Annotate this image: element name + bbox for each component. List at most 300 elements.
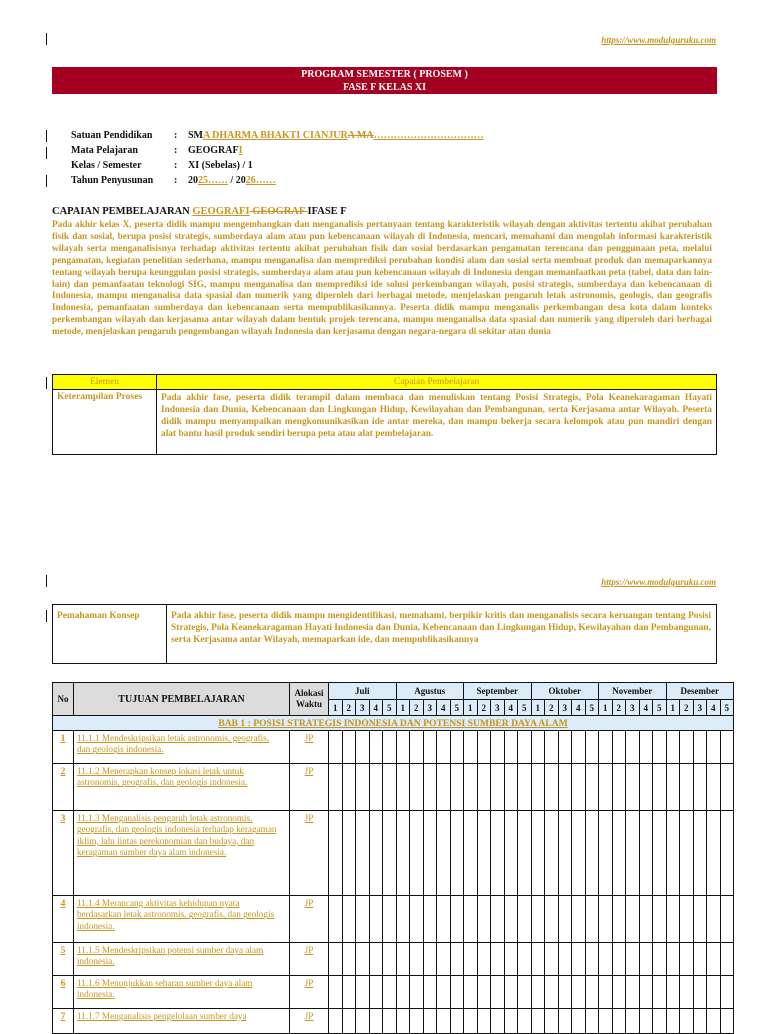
- info-colon: :: [174, 130, 178, 141]
- week-cell[interactable]: [504, 1009, 518, 1034]
- week-cell[interactable]: [707, 811, 721, 896]
- week-cell[interactable]: [693, 943, 707, 976]
- week-cell[interactable]: [437, 764, 451, 811]
- week-cell[interactable]: [518, 731, 532, 764]
- week-number: 5: [518, 700, 532, 716]
- week-number: 5: [450, 700, 464, 716]
- week-cell[interactable]: [531, 1009, 545, 1034]
- week-number: 5: [653, 700, 667, 716]
- week-number: 2: [680, 700, 694, 716]
- week-cell[interactable]: [356, 943, 370, 976]
- week-cell[interactable]: [639, 731, 653, 764]
- week-cell[interactable]: [423, 976, 437, 1009]
- week-cell[interactable]: [585, 811, 599, 896]
- week-number: 4: [437, 700, 451, 716]
- week-cell[interactable]: [720, 811, 734, 896]
- prosem-header-row: [53, 683, 734, 700]
- week-cell[interactable]: [653, 764, 667, 811]
- week-cell[interactable]: [504, 976, 518, 1009]
- week-cell[interactable]: [329, 811, 343, 896]
- week-cell[interactable]: [477, 943, 491, 976]
- week-cell[interactable]: [437, 896, 451, 943]
- week-cell[interactable]: [450, 943, 464, 976]
- week-cell[interactable]: [707, 976, 721, 1009]
- week-cell[interactable]: [599, 1009, 613, 1034]
- table-row: [53, 764, 734, 811]
- week-number: 2: [342, 700, 356, 716]
- week-cell[interactable]: [680, 764, 694, 811]
- week-cell[interactable]: [504, 764, 518, 811]
- week-number: 5: [720, 700, 734, 716]
- week-cell[interactable]: [423, 811, 437, 896]
- week-cell[interactable]: [369, 811, 383, 896]
- week-cell[interactable]: [450, 764, 464, 811]
- week-cell[interactable]: [707, 943, 721, 976]
- table-row: [53, 731, 734, 764]
- week-number: 3: [693, 700, 707, 716]
- week-cell[interactable]: [477, 1009, 491, 1034]
- week-cell[interactable]: [680, 976, 694, 1009]
- week-cell[interactable]: [383, 731, 397, 764]
- week-cell[interactable]: [329, 976, 343, 1009]
- table-row: [53, 811, 734, 896]
- week-cell[interactable]: [599, 896, 613, 943]
- week-cell[interactable]: [396, 943, 410, 976]
- week-cell[interactable]: [626, 731, 640, 764]
- week-cell[interactable]: [518, 976, 532, 1009]
- week-cell[interactable]: [383, 1009, 397, 1034]
- week-cell[interactable]: [639, 943, 653, 976]
- week-cell[interactable]: [612, 976, 626, 1009]
- week-cell[interactable]: [612, 943, 626, 976]
- week-cell[interactable]: [558, 1009, 572, 1034]
- header-url[interactable]: https://www.modulguruku.com: [601, 577, 716, 587]
- week-cell[interactable]: [666, 943, 680, 976]
- week-cell[interactable]: [464, 731, 478, 764]
- row-number: 4: [53, 896, 74, 943]
- week-cell[interactable]: [396, 976, 410, 1009]
- week-cell[interactable]: [585, 976, 599, 1009]
- week-number: 4: [572, 700, 586, 716]
- week-cell[interactable]: [329, 731, 343, 764]
- week-cell[interactable]: [545, 764, 559, 811]
- week-cell[interactable]: [531, 896, 545, 943]
- week-cell[interactable]: [720, 976, 734, 1009]
- week-cell[interactable]: [558, 764, 572, 811]
- week-cell[interactable]: [423, 1009, 437, 1034]
- table-row: [53, 943, 734, 976]
- week-cell[interactable]: [329, 896, 343, 943]
- week-cell[interactable]: [545, 896, 559, 943]
- row-number: 6: [53, 976, 74, 1009]
- week-cell[interactable]: [626, 1009, 640, 1034]
- week-cell[interactable]: [680, 811, 694, 896]
- week-cell[interactable]: [491, 976, 505, 1009]
- week-cell[interactable]: [491, 811, 505, 896]
- week-cell[interactable]: [396, 1009, 410, 1034]
- alokasi-waktu[interactable]: JP: [290, 1009, 329, 1034]
- week-cell[interactable]: [369, 896, 383, 943]
- tujuan-pembelajaran: 11.1.4 Merancang aktivitas kehidupan nyata berdasarkan letak astronomis, geografis, dan geologis indonesia.: [74, 896, 290, 943]
- week-cell[interactable]: [572, 896, 586, 943]
- tujuan-pembelajaran: 11.1.2 Menerapkan konsep lokasi letak untuk astronomis, geografis, dan geologis indonesia.: [74, 764, 290, 811]
- week-cell[interactable]: [369, 976, 383, 1009]
- week-number: 3: [356, 700, 370, 716]
- week-cell[interactable]: [599, 811, 613, 896]
- week-cell[interactable]: [410, 811, 424, 896]
- week-cell[interactable]: [626, 896, 640, 943]
- week-cell[interactable]: [437, 811, 451, 896]
- month-november: November: [599, 683, 667, 700]
- week-cell[interactable]: [653, 1009, 667, 1034]
- week-cell[interactable]: [545, 1009, 559, 1034]
- week-cell[interactable]: [585, 764, 599, 811]
- cursor-mark: [46, 33, 47, 45]
- week-cell[interactable]: [477, 976, 491, 1009]
- week-number: 3: [626, 700, 640, 716]
- week-cell[interactable]: [572, 1009, 586, 1034]
- info-row-satuan: [71, 130, 484, 141]
- info-value: GEOGRAF: [188, 145, 239, 156]
- alokasi-waktu[interactable]: JP: [290, 811, 329, 896]
- week-cell[interactable]: [504, 731, 518, 764]
- week-cell[interactable]: [410, 764, 424, 811]
- week-cell[interactable]: [477, 731, 491, 764]
- margin-mark: [46, 175, 47, 187]
- alokasi-waktu[interactable]: JP: [290, 896, 329, 943]
- week-cell[interactable]: [410, 731, 424, 764]
- week-cell[interactable]: [639, 1009, 653, 1034]
- week-cell[interactable]: [707, 896, 721, 943]
- week-cell[interactable]: [342, 896, 356, 943]
- week-cell[interactable]: [491, 896, 505, 943]
- week-cell[interactable]: [585, 896, 599, 943]
- week-cell[interactable]: [572, 976, 586, 1009]
- week-cell[interactable]: [369, 731, 383, 764]
- info-row-mapel: [71, 145, 242, 156]
- week-cell[interactable]: [693, 811, 707, 896]
- week-cell[interactable]: [680, 731, 694, 764]
- week-cell[interactable]: [356, 896, 370, 943]
- week-cell[interactable]: [423, 943, 437, 976]
- week-cell[interactable]: [356, 731, 370, 764]
- week-cell[interactable]: [437, 976, 451, 1009]
- week-cell[interactable]: [396, 731, 410, 764]
- capaian-title: [52, 206, 347, 217]
- capaian-title-edit: GEOGRAFI: [192, 206, 250, 217]
- week-cell[interactable]: [626, 811, 640, 896]
- week-cell[interactable]: [504, 811, 518, 896]
- week-cell[interactable]: [504, 943, 518, 976]
- week-cell[interactable]: [585, 731, 599, 764]
- week-cell[interactable]: [693, 896, 707, 943]
- week-cell[interactable]: [423, 764, 437, 811]
- week-number: 1: [396, 700, 410, 716]
- week-cell[interactable]: [342, 764, 356, 811]
- week-cell[interactable]: [383, 943, 397, 976]
- capaian-title-deleted: GEOGRAF: [249, 206, 308, 217]
- week-cell[interactable]: [558, 731, 572, 764]
- week-cell[interactable]: [450, 976, 464, 1009]
- week-cell[interactable]: [666, 731, 680, 764]
- week-cell[interactable]: [612, 1009, 626, 1034]
- week-cell[interactable]: [437, 943, 451, 976]
- week-cell[interactable]: [437, 731, 451, 764]
- week-number: 2: [545, 700, 559, 716]
- tujuan-pembelajaran: 11.1.6 Menunjukkan sebaran sumber daya alam indonesia.: [74, 976, 290, 1009]
- week-cell[interactable]: [383, 811, 397, 896]
- week-cell[interactable]: [410, 896, 424, 943]
- week-cell[interactable]: [369, 1009, 383, 1034]
- week-number: 2: [410, 700, 424, 716]
- week-cell[interactable]: [410, 976, 424, 1009]
- week-cell[interactable]: [531, 976, 545, 1009]
- week-cell[interactable]: [680, 943, 694, 976]
- table-row: [53, 896, 734, 943]
- week-cell[interactable]: [639, 976, 653, 1009]
- info-label: Mata Pelajaran: [71, 145, 138, 156]
- alokasi-waktu[interactable]: JP: [290, 976, 329, 1009]
- week-cell[interactable]: [572, 943, 586, 976]
- week-cell[interactable]: [464, 976, 478, 1009]
- week-cell[interactable]: [558, 811, 572, 896]
- week-number: 3: [558, 700, 572, 716]
- week-number: 1: [531, 700, 545, 716]
- week-cell[interactable]: [342, 731, 356, 764]
- week-cell[interactable]: [531, 731, 545, 764]
- week-cell[interactable]: [720, 1009, 734, 1034]
- week-cell[interactable]: [518, 811, 532, 896]
- week-cell[interactable]: [720, 943, 734, 976]
- week-cell[interactable]: [464, 764, 478, 811]
- info-colon: :: [174, 175, 178, 186]
- week-cell[interactable]: [356, 1009, 370, 1034]
- alokasi-waktu[interactable]: JP: [290, 764, 329, 811]
- week-cell[interactable]: [518, 1009, 532, 1034]
- info-colon: :: [174, 160, 178, 171]
- week-cell[interactable]: [599, 764, 613, 811]
- week-number: 2: [612, 700, 626, 716]
- week-cell[interactable]: [693, 764, 707, 811]
- week-cell[interactable]: [612, 731, 626, 764]
- week-cell[interactable]: [491, 764, 505, 811]
- header-url[interactable]: https://www.modulguruku.com: [601, 35, 716, 45]
- week-cell[interactable]: [491, 1009, 505, 1034]
- month-juli: Juli: [329, 683, 397, 700]
- week-cell[interactable]: [558, 896, 572, 943]
- week-cell[interactable]: [329, 943, 343, 976]
- week-cell[interactable]: [720, 731, 734, 764]
- week-cell[interactable]: [342, 943, 356, 976]
- week-cell[interactable]: [626, 764, 640, 811]
- month-agustus: Agustus: [396, 683, 464, 700]
- week-cell[interactable]: [504, 896, 518, 943]
- week-cell[interactable]: [653, 811, 667, 896]
- week-cell[interactable]: [720, 896, 734, 943]
- info-colon: :: [174, 145, 178, 156]
- week-cell[interactable]: [356, 976, 370, 1009]
- week-cell[interactable]: [572, 811, 586, 896]
- week-cell[interactable]: [680, 896, 694, 943]
- month-oktober: Oktober: [531, 683, 599, 700]
- week-cell[interactable]: [639, 764, 653, 811]
- week-number: 5: [383, 700, 397, 716]
- week-cell[interactable]: [518, 764, 532, 811]
- prosem-table: [52, 682, 734, 1034]
- week-number: 3: [491, 700, 505, 716]
- alokasi-waktu[interactable]: JP: [290, 943, 329, 976]
- week-cell[interactable]: [666, 976, 680, 1009]
- week-cell[interactable]: [558, 943, 572, 976]
- info-label: Kelas / Semester: [71, 160, 142, 171]
- week-cell[interactable]: [693, 1009, 707, 1034]
- week-cell[interactable]: [450, 731, 464, 764]
- info-value-dots: ……………………………: [373, 130, 484, 141]
- week-cell[interactable]: [720, 764, 734, 811]
- week-cell[interactable]: [531, 943, 545, 976]
- week-cell[interactable]: [612, 764, 626, 811]
- week-cell[interactable]: [626, 976, 640, 1009]
- week-cell[interactable]: [680, 1009, 694, 1034]
- week-cell[interactable]: [558, 976, 572, 1009]
- week-cell[interactable]: [545, 976, 559, 1009]
- week-number: 1: [464, 700, 478, 716]
- week-cell[interactable]: [599, 943, 613, 976]
- week-cell[interactable]: [356, 764, 370, 811]
- bab-title: BAB 1 : POSISI STRATEGIS INDONESIA DAN POTENSI SUMBER DAYA ALAM: [53, 716, 734, 731]
- week-cell[interactable]: [410, 943, 424, 976]
- header-tujuan: TUJUAN PEMBELAJARAN: [74, 683, 290, 716]
- week-number: 1: [599, 700, 613, 716]
- week-cell[interactable]: [329, 764, 343, 811]
- week-cell[interactable]: [383, 764, 397, 811]
- header-alokasi: [290, 683, 329, 716]
- week-cell[interactable]: [585, 943, 599, 976]
- week-cell[interactable]: [383, 976, 397, 1009]
- week-cell[interactable]: [437, 1009, 451, 1034]
- week-cell[interactable]: [639, 811, 653, 896]
- elemen-table-header: [53, 375, 717, 390]
- week-cell[interactable]: [491, 943, 505, 976]
- info-value-edit: 25: [198, 175, 208, 186]
- alokasi-waktu[interactable]: JP: [290, 731, 329, 764]
- info-value-edit: A DHARMA BHAKTI CIANJUR: [203, 130, 348, 141]
- week-cell[interactable]: [450, 811, 464, 896]
- info-value-edit: I: [238, 145, 243, 156]
- week-cell[interactable]: [369, 764, 383, 811]
- week-cell[interactable]: [599, 976, 613, 1009]
- week-cell[interactable]: [666, 1009, 680, 1034]
- table-row: [53, 976, 734, 1009]
- week-cell[interactable]: [464, 1009, 478, 1034]
- week-cell[interactable]: [423, 896, 437, 943]
- week-cell[interactable]: [477, 896, 491, 943]
- week-cell[interactable]: [666, 764, 680, 811]
- document-subtitle: FASE F KELAS XI: [342, 82, 427, 93]
- week-cell[interactable]: [531, 764, 545, 811]
- week-cell[interactable]: [369, 943, 383, 976]
- week-cell[interactable]: [477, 811, 491, 896]
- week-cell[interactable]: [707, 731, 721, 764]
- week-cell[interactable]: [342, 811, 356, 896]
- week-cell[interactable]: [477, 764, 491, 811]
- row-number: 3: [53, 811, 74, 896]
- week-cell[interactable]: [653, 976, 667, 1009]
- info-value-deleted: A MA: [347, 130, 374, 141]
- pemahaman-capaian: Pada akhir fase, peserta didik mampu mengidentifikasi, memahami, berpikir kritis dan menganalisis secara keruangan tentang Posisi Strategis, Pola Keanekaragaman Hayati Indonesia dan Dunia, Kebencanaan dan Lingkungan Hidup, Kewilayahan dan Pembangunan, serta Kerjasama antar Wilayah, memaparkan ide, dan mempublikasikannya: [171, 611, 711, 645]
- week-cell[interactable]: [450, 1009, 464, 1034]
- week-cell[interactable]: [693, 731, 707, 764]
- week-cell[interactable]: [396, 896, 410, 943]
- week-cell[interactable]: [342, 1009, 356, 1034]
- week-cell[interactable]: [612, 896, 626, 943]
- info-value-edit: 26: [245, 175, 256, 186]
- header-capaian: Capaian Pembelajaran: [157, 375, 717, 390]
- info-value-dots: ……: [255, 175, 276, 186]
- week-cell[interactable]: [707, 1009, 721, 1034]
- week-cell[interactable]: [450, 896, 464, 943]
- margin-mark: [46, 147, 47, 159]
- week-cell[interactable]: [639, 896, 653, 943]
- week-cell[interactable]: [599, 731, 613, 764]
- week-cell[interactable]: [693, 976, 707, 1009]
- week-cell[interactable]: [612, 811, 626, 896]
- pemahaman-elemen: Pemahaman Konsep: [53, 605, 167, 663]
- week-cell[interactable]: [518, 896, 532, 943]
- row-number: 5: [53, 943, 74, 976]
- week-cell[interactable]: [356, 811, 370, 896]
- info-value: 20: [188, 175, 198, 186]
- info-label: Satuan Pendidikan: [71, 130, 153, 141]
- week-cell[interactable]: [410, 1009, 424, 1034]
- week-number: 5: [585, 700, 599, 716]
- week-cell[interactable]: [464, 896, 478, 943]
- week-cell[interactable]: [329, 1009, 343, 1034]
- week-cell[interactable]: [572, 731, 586, 764]
- month-desember: Desember: [666, 683, 734, 700]
- week-cell[interactable]: [545, 731, 559, 764]
- week-cell[interactable]: [572, 764, 586, 811]
- week-cell[interactable]: [464, 943, 478, 976]
- week-cell[interactable]: [464, 811, 478, 896]
- week-cell[interactable]: [626, 943, 640, 976]
- header-no: No: [53, 683, 74, 716]
- week-cell[interactable]: [653, 943, 667, 976]
- week-cell[interactable]: [585, 1009, 599, 1034]
- week-cell[interactable]: [518, 943, 532, 976]
- week-cell[interactable]: [383, 896, 397, 943]
- row-number: 2: [53, 764, 74, 811]
- week-cell[interactable]: [666, 896, 680, 943]
- week-cell[interactable]: [396, 811, 410, 896]
- week-cell[interactable]: [653, 731, 667, 764]
- week-number: 4: [504, 700, 518, 716]
- week-cell[interactable]: [531, 811, 545, 896]
- week-cell[interactable]: [423, 731, 437, 764]
- bab-row: [53, 716, 734, 731]
- week-cell[interactable]: [342, 976, 356, 1009]
- week-cell[interactable]: [545, 943, 559, 976]
- week-cell[interactable]: [653, 896, 667, 943]
- row-number: 7: [53, 1009, 74, 1034]
- week-cell[interactable]: [545, 811, 559, 896]
- week-cell[interactable]: [396, 764, 410, 811]
- week-cell[interactable]: [491, 731, 505, 764]
- capaian-title-text: CAPAIAN PEMBELAJARAN: [52, 206, 193, 217]
- week-cell[interactable]: [707, 764, 721, 811]
- info-row-kelas: [71, 160, 253, 171]
- week-cell[interactable]: [666, 811, 680, 896]
